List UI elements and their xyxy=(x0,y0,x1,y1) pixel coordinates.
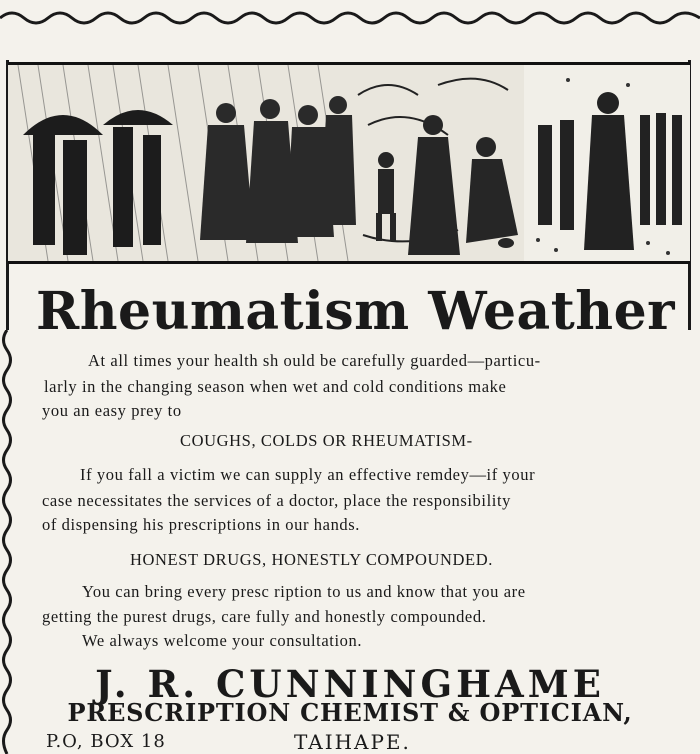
weather-illustration xyxy=(8,62,690,264)
paragraph1-line3: you an easy prey to xyxy=(42,401,182,420)
advertiser-name: J. R. CUNNINGHAME xyxy=(95,662,605,706)
callout-honest-drugs: HONEST DRUGS, HONESTLY COMPOUNDED. xyxy=(130,550,493,569)
wavy-border-top xyxy=(0,0,700,30)
paragraph2-line3: of dispensing his prescriptions in our hands. xyxy=(42,515,361,534)
callout-coughs-colds: COUGHS, COLDS OR RHEUMATISM- xyxy=(180,431,473,450)
paragraph1-line1: At all times your health sh ould be carefully guarded—particu- xyxy=(88,351,541,370)
paragraph1-line2: larly in the changing season when wet and cold conditions make xyxy=(44,377,507,396)
paragraph3-line2: getting the purest drugs, care fully and honestly compounded. xyxy=(42,607,487,626)
paragraph2-line1: If you fall a victim we can supply an effective remdey—if your xyxy=(80,465,536,484)
paragraph3-line3: We always welcome your consultation. xyxy=(82,631,363,650)
paragraph2-line2: case necessitates the services of a doctor, place the responsibility xyxy=(42,491,511,510)
headline: Rheumatism Weather xyxy=(36,281,676,342)
paragraph3-line1: You can bring every presc ription to us and know that you are xyxy=(82,582,526,601)
advertiser-title: PRESCRIPTION CHEMIST & OPTICIAN, xyxy=(67,698,633,727)
town: TAIHAPE. xyxy=(294,730,411,754)
po-box: P.O, BOX 18 xyxy=(46,731,166,752)
